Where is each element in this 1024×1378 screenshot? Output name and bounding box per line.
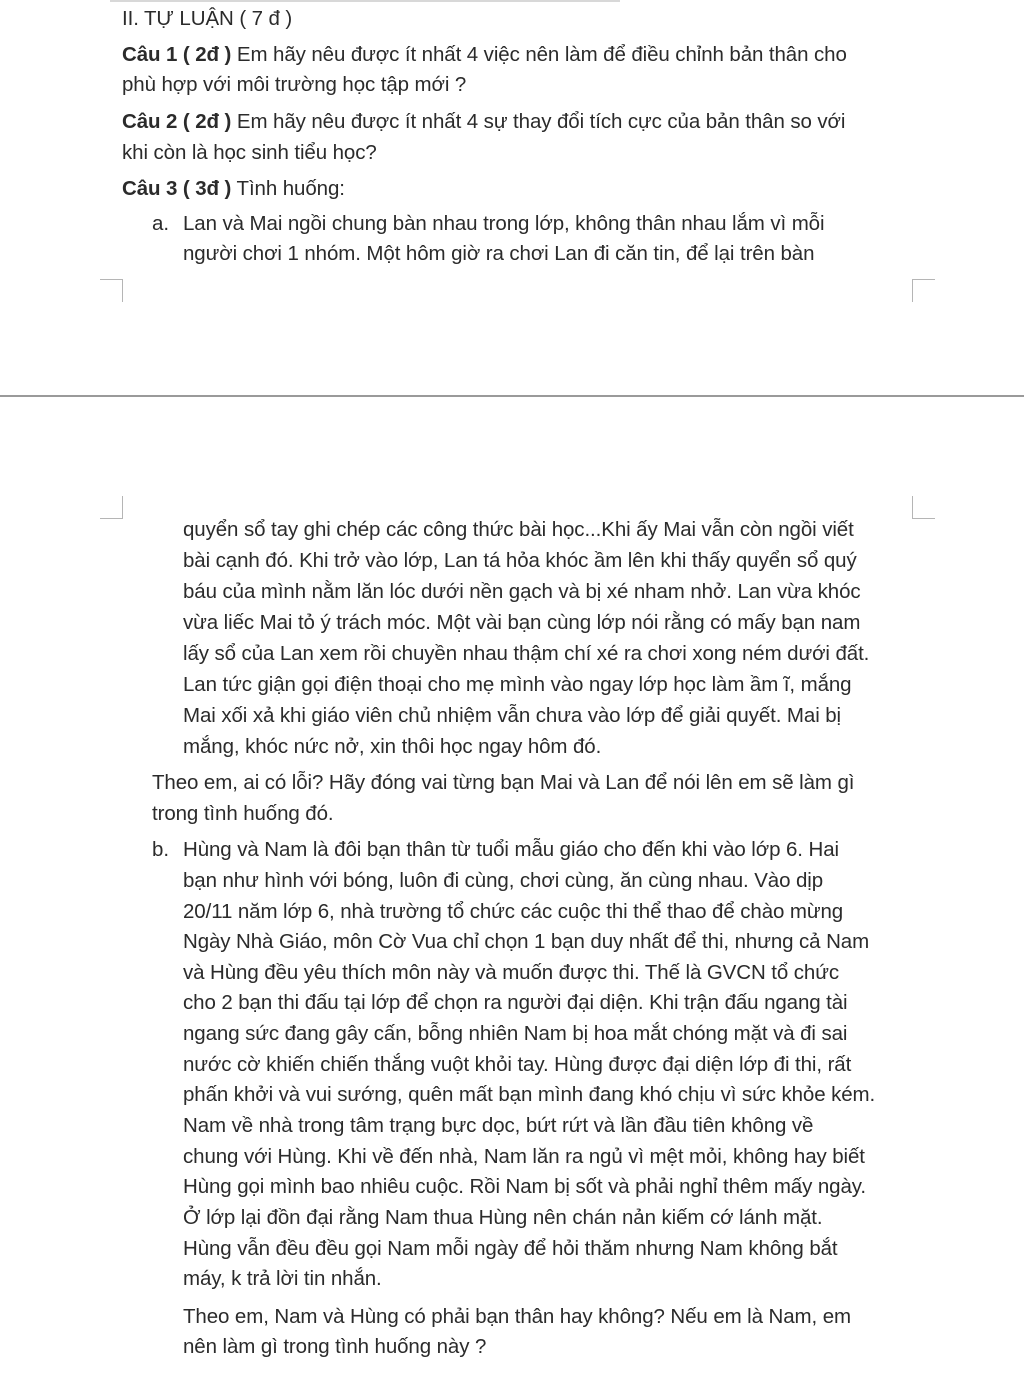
situation-a-marker: a. [152,212,170,235]
situation-b-question: Theo em, Nam và Hùng có phải bạn thân hay không? Nếu em là Nam, em [183,1305,851,1328]
section-title: II. TỰ LUẬN ( 7 đ ) [122,7,293,30]
question-2-text-line: khi còn là học sinh tiểu học? [122,141,377,164]
situation-b-line: và Hùng đều yêu thích môn này và muốn được thi. Thế là GVCN tổ chức [183,961,839,984]
question-2-label: Câu 2 ( 2đ ) [122,110,232,133]
situation-b-line: Hùng và Nam là đôi bạn thân từ tuổi mẫu giáo cho đến khi vào lớp 6. Hai [183,838,839,861]
situation-b-line: Hùng gọi mình bao nhiêu cuộc. Rồi Nam bị sốt và phải nghỉ thêm mấy ngày. [183,1175,866,1198]
situation-b-line: Nam về nhà trong tâm trạng bực dọc, bứt rứt và lần đầu tiên không về [183,1114,814,1137]
question-3-title: Tình huống: [231,177,345,200]
situation-a-question: Theo em, ai có lỗi? Hãy đóng vai từng bạn Mai và Lan để nói lên em sẽ làm gì [152,771,855,794]
situation-b-line: bạn như hình với bóng, luôn đi cùng, chơi cùng, ăn cùng nhau. Vào dịp [183,869,824,892]
top-edge-shadow [110,0,620,2]
question-1 [122,40,847,70]
situation-b-line: phấn khởi và vui sướng, quên mất bạn mình đang khó chịu vì sức khỏe kém. [183,1083,876,1106]
situation-b-line: chung với Hùng. Khi về đến nhà, Nam lăn ra ngủ vì mệt mỏi, không hay biết [183,1145,865,1168]
situation-a-line: người chơi 1 nhóm. Một hôm giờ ra chơi Lan đi căn tin, để lại trên bàn [183,242,815,265]
situation-b-line: Hùng vẫn đều đều gọi Nam mỗi ngày để hỏi thăm nhưng Nam không bắt [183,1237,838,1260]
situation-b-line: 20/11 năm lớp 6, nhà trường tổ chức các cuộc thi thể thao để chào mừng [183,900,844,923]
situation-a-line: Lan và Mai ngồi chung bàn nhau trong lớp, không thân nhau lắm vì mỗi [183,212,825,235]
margin-corner-mark [912,496,935,519]
situation-b-line: Ở lớp lại đồn đại rằng Nam thua Hùng nên chán nản kiếm cớ lánh mặt. [183,1206,823,1229]
situation-b-marker: b. [152,838,170,861]
situation-b-question: nên làm gì trong tình huống này ? [183,1335,487,1358]
margin-corner-mark [100,496,123,519]
margin-corner-mark [100,279,123,302]
question-1-label: Câu 1 ( 2đ ) [122,43,232,66]
situation-b-line: Ngày Nhà Giáo, môn Cờ Vua chỉ chọn 1 bạn duy nhất để thi, nhưng cả Nam [183,930,870,953]
situation-b-line: máy, k trả lời tin nhắn. [183,1267,382,1290]
situation-a-line: quyển sổ tay ghi chép các công thức bài học...Khi ấy Mai vẫn còn ngồi viết [183,518,854,541]
question-1-text: Em hãy nêu được ít nhất 4 việc nên làm để điều chỉnh bản thân cho [231,43,847,66]
situation-a-line: lấy sổ của Lan xem rồi chuyền nhau thậm chí xé ra chơi xong ném dưới đất. [183,642,870,665]
situation-b-line: ngang sức đang gây cấn, bỗng nhiên Nam bị hoa mắt chóng mặt và đi sai [183,1022,848,1045]
question-1-text-line: phù hợp với môi trường học tập mới ? [122,73,467,96]
situation-a-line: bài cạnh đó. Khi trở vào lớp, Lan tá hỏa khóc ầm lên khi thấy quyển sổ quý [183,549,857,572]
situation-b-line: nước cờ khiến chiến thắng vuột khỏi tay. Hùng được đại diện lớp đi thi, rất [183,1053,852,1076]
question-3-label: Câu 3 ( 3đ ) [122,177,232,200]
situation-a-line: báu của mình nằm lăn lóc dưới nền gạch và bị xé nham nhở. Lan vừa khóc [183,580,861,603]
situation-b-line: cho 2 bạn thi đấu tại lớp để chọn ra người đại diện. Khi trận đấu ngang tài [183,991,848,1014]
question-2 [122,107,845,137]
question-3 [122,174,345,204]
situation-a-line: mắng, khóc nức nở, xin thôi học ngay hôm đó. [183,735,602,758]
margin-corner-mark [912,279,935,302]
situation-a-line: Mai xối xả khi giáo viên chủ nhiệm vẫn chưa vào lớp để giải quyết. Mai bị [183,704,841,727]
page-separator [0,395,1024,397]
situation-a-line: vừa liếc Mai tỏ ý trách móc. Một vài bạn cùng lớp nói rằng có mấy bạn nam [183,611,861,634]
situation-a-line: Lan tức giận gọi điện thoại cho mẹ mình vào ngay lớp học làm ầm ĩ, mắng [183,673,852,696]
situation-a-question: trong tình huống đó. [152,802,334,825]
question-2-text: Em hãy nêu được ít nhất 4 sự thay đổi tích cực của bản thân so với [231,110,846,133]
